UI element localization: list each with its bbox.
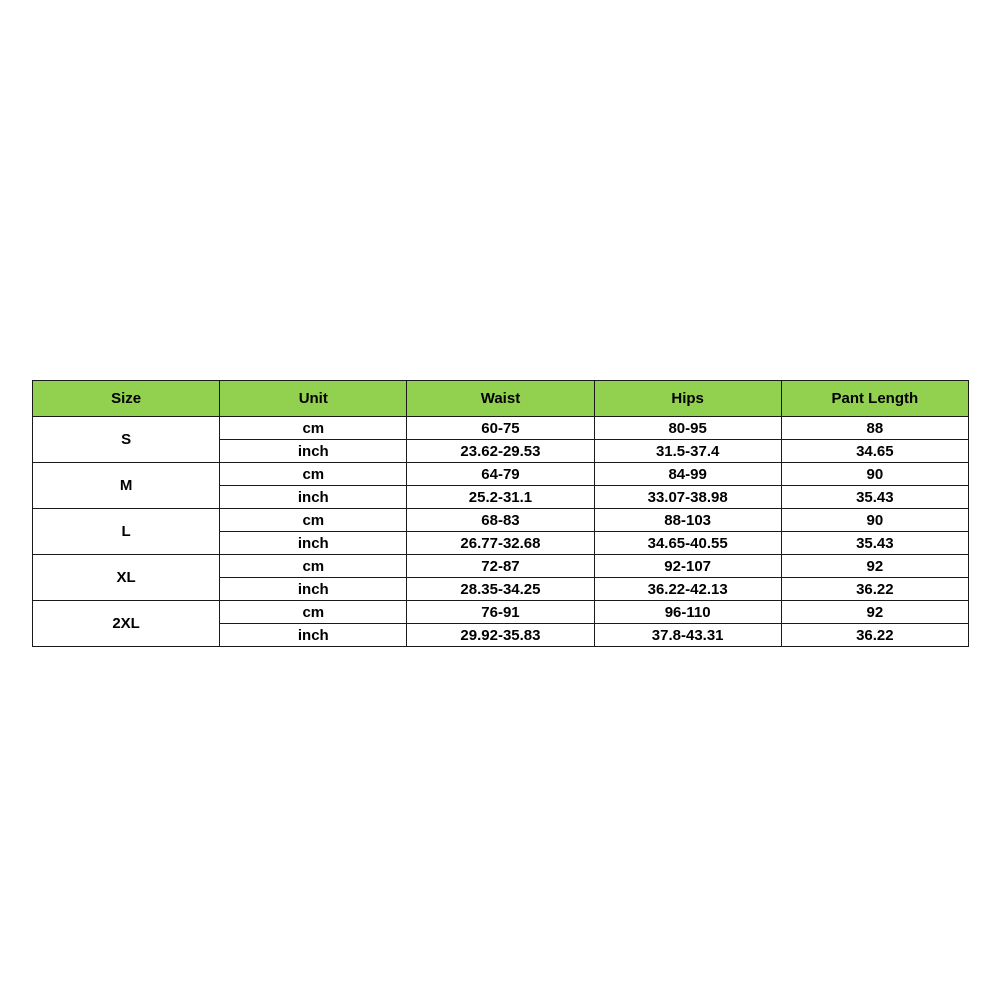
waist-cell: 76-91 — [407, 601, 594, 624]
waist-cell: 72-87 — [407, 555, 594, 578]
pant-length-cell: 92 — [781, 555, 968, 578]
waist-cell: 68-83 — [407, 509, 594, 532]
pant-length-cell: 34.65 — [781, 440, 968, 463]
size-label: 2XL — [33, 601, 220, 647]
table-row — [33, 417, 969, 440]
waist-cell: 64-79 — [407, 463, 594, 486]
pant-length-cell: 35.43 — [781, 486, 968, 509]
unit-cell: inch — [220, 532, 407, 555]
pant-length-cell: 92 — [781, 601, 968, 624]
hips-cell: 92-107 — [594, 555, 781, 578]
table-row — [33, 509, 969, 532]
waist-cell: 29.92-35.83 — [407, 624, 594, 647]
pant-length-cell: 36.22 — [781, 624, 968, 647]
pant-length-cell: 90 — [781, 509, 968, 532]
hips-cell: 33.07-38.98 — [594, 486, 781, 509]
unit-cell: cm — [220, 555, 407, 578]
unit-cell: cm — [220, 417, 407, 440]
waist-cell: 23.62-29.53 — [407, 440, 594, 463]
table-row — [33, 555, 969, 578]
hips-cell: 34.65-40.55 — [594, 532, 781, 555]
waist-cell: 26.77-32.68 — [407, 532, 594, 555]
unit-cell: cm — [220, 601, 407, 624]
hips-cell: 37.8-43.31 — [594, 624, 781, 647]
table-row — [33, 463, 969, 486]
unit-cell: inch — [220, 578, 407, 601]
size-chart-table — [32, 380, 969, 647]
size-label: M — [33, 463, 220, 509]
hips-cell: 88-103 — [594, 509, 781, 532]
header-unit: Unit — [220, 381, 407, 417]
header-row — [33, 381, 969, 417]
size-label: XL — [33, 555, 220, 601]
waist-cell: 60-75 — [407, 417, 594, 440]
hips-cell: 31.5-37.4 — [594, 440, 781, 463]
unit-cell: cm — [220, 463, 407, 486]
header-hips: Hips — [594, 381, 781, 417]
waist-cell: 25.2-31.1 — [407, 486, 594, 509]
waist-cell: 28.35-34.25 — [407, 578, 594, 601]
size-label: L — [33, 509, 220, 555]
hips-cell: 96-110 — [594, 601, 781, 624]
unit-cell: cm — [220, 509, 407, 532]
unit-cell: inch — [220, 440, 407, 463]
table-row — [33, 601, 969, 624]
pant-length-cell: 36.22 — [781, 578, 968, 601]
hips-cell: 36.22-42.13 — [594, 578, 781, 601]
hips-cell: 80-95 — [594, 417, 781, 440]
unit-cell: inch — [220, 486, 407, 509]
header-size: Size — [33, 381, 220, 417]
header-waist: Waist — [407, 381, 594, 417]
pant-length-cell: 35.43 — [781, 532, 968, 555]
pant-length-cell: 88 — [781, 417, 968, 440]
pant-length-cell: 90 — [781, 463, 968, 486]
header-pant-length: Pant Length — [781, 381, 968, 417]
unit-cell: inch — [220, 624, 407, 647]
size-label: S — [33, 417, 220, 463]
hips-cell: 84-99 — [594, 463, 781, 486]
